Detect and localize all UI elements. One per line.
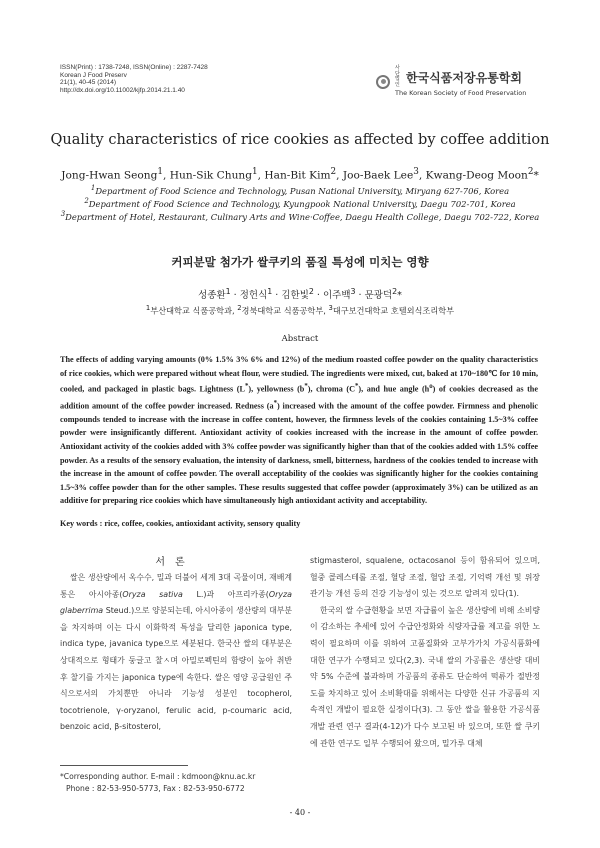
korean-affiliations	[0, 304, 600, 317]
issn-line: ISSN(Print) : 1738-7248, ISSN(Online) : 2287-7428	[60, 64, 208, 71]
affiliation-sup: 2	[84, 197, 89, 205]
author-sep: ,	[257, 169, 265, 182]
author-name: Hun-Sik Chung	[169, 169, 253, 182]
intro-text: 쌀은 생산량에서 옥수수, 밀과 더불어 세계 3대 곡물이며, 재배계통은 아시아종(	[60, 573, 292, 599]
author-name: Jong-Hwan Seong	[61, 169, 158, 182]
intro-right-column	[310, 553, 540, 752]
ko-author-name: 김한빛	[281, 290, 309, 302]
abstract-text: The effects of adding varying amounts (0% 1.5% 3% 6% and 12%) of the medium roasted coffee powder on the quality characteristics of rice cookies, which were prepared without wheat flour, were studied. The ingredients were mixed, cut, baked at 170~180℃ for 10 min, cooled, and packaged in plastic bags. Lightness (L	[60, 355, 538, 394]
ko-author-name: 문광덕	[364, 290, 393, 302]
abstract-sup: *	[244, 383, 249, 391]
author-sep: ,	[418, 169, 426, 182]
author-sep: ,	[163, 169, 170, 182]
abstract-text: ), and hue angle (h	[358, 384, 430, 394]
korean-author-list	[0, 287, 600, 301]
author-sup: 1	[157, 167, 164, 177]
ko-author-sup: 1	[267, 287, 273, 296]
ko-author-sup: 2	[392, 287, 398, 296]
intro-paragraph: 한국의 쌀 수급현황을 보면 자급률이 높은 생산량에 비해 소비량이 감소하는 추세에 있어 수급안정화와 식량자급률 제고를 위한 노력이 필요하며 이를 위하여 고품질화와 고부가가치 가공식품화에 대한 연구가 수행되고 있다(2,3). 국내 쌀의 가공률은 생산량 대비 약 5% 수준에 불과하며 가공품의 종류도 단순하여 떡류가 절반정도를 차지하고 있어 소비확대를 위해서는 다양한 신규 가공품의 지속적인 개발이 필요한 실정이다(3). 그 동안 쌀을 활용한 가공식품 개발 관련 연구 결과(4-12)가 다수 보고된 바 있으며, 또한 쌀 쿠키에 관한 연구도 일부 수행되어 왔으며, 밀가루 대체	[310, 605, 540, 748]
ko-affil-text: 대구보건대학교 호텔외식조리학부	[332, 305, 455, 316]
ko-author-name: 이주백	[322, 290, 351, 302]
abstract-text: ), chroma (C	[307, 384, 355, 394]
ko-affil-text: 부산대학교 식품공학과,	[150, 305, 238, 316]
ko-author-sep: ·	[313, 290, 323, 302]
keywords	[60, 519, 300, 528]
affiliation-text: Department of Food Science and Technology, Pusan National University, Miryang 627-706, Korea	[95, 185, 510, 196]
doi-link[interactable]: http://dx.doi.org/10.11002/kjfp.2014.21.1.40	[60, 86, 185, 94]
abstract-text: ), yellowness (b	[248, 384, 305, 394]
society-name-en: The Korean Society of Food Preservation	[395, 89, 527, 97]
journal-info	[60, 64, 208, 94]
keywords-label: Key words :	[60, 519, 105, 528]
affiliation-text: Department of Food Science and Technology, Kyungpook National University, Daegu 702-701, Korea	[88, 198, 516, 209]
intro-paragraph	[60, 570, 292, 736]
species-name: Oryza glaberrima	[60, 589, 292, 616]
corresponding-author	[60, 771, 255, 794]
intro-text: Steud.)으로 양분되는데, 아시아종이 생산량의 대부분을 차지하며 이는 다시 이화학적 특성을 달리한 japonica type, indica type, javanica type으로 세분된다. 한국산 쌀의 대부분은 상대적으로 형태가 둥글고 찰ㅅ며 아밀로펙틴의 함량이 높아 취반 후 찰기를 가지는 japonica type에 속한다. 쌀은 영양 공급원인 주식으로서의 가치뿐만 아니라 기능성 성분인 tocopherol, tocotrienole, γ-oryzanol, ferulic acid, p-coumaric acid, benzoic acid, β-sitosterol,	[60, 606, 292, 732]
society-name-ko: 한국식품저장유통학회	[406, 70, 522, 85]
paper-title: Quality characteristics of rice cookies as affected by coffee addition	[50, 132, 550, 148]
ko-author-sup: 3	[350, 287, 356, 296]
author-list	[0, 167, 600, 182]
author-sup: 1	[252, 167, 258, 177]
abstract-text: ) of cookies decreased as the addition amount of the coffee powder increased. Redness (a	[60, 384, 538, 411]
page-number: - 40 -	[289, 808, 311, 817]
ko-author-sep: ·	[272, 290, 282, 302]
abstract-heading: Abstract	[281, 334, 319, 344]
society-logo	[376, 66, 526, 97]
affiliation-3	[0, 210, 600, 222]
abstract-body	[60, 353, 538, 508]
ko-author-sep: *	[397, 290, 402, 302]
author-sup: 2	[330, 167, 337, 177]
journal-volume: 21(1), 40-45 (2014)	[60, 79, 117, 87]
affiliation-sup: 1	[90, 184, 96, 192]
author-name: Kwang-Deog Moon	[425, 169, 528, 182]
intro-text: L.)과 아프리카종(	[182, 589, 269, 599]
journal-name: Korean J Food Preserv	[60, 71, 127, 79]
corresponding-phone: Phone : 82-53-950-5773, Fax : 82-53-950-6772	[66, 783, 245, 793]
author-name: Han-Bit Kim	[264, 169, 331, 182]
author-sup: 3	[413, 167, 419, 177]
society-emblem-icon	[376, 75, 390, 89]
ko-affil-sup: 2	[237, 304, 242, 312]
intro-paragraph: stigmasterol, squalene, octacosanol 등이 함유되어 있으며, 혈중 콜레스테롤 조절, 혈당 조절, 혈압 조절, 기억력 개선 및 위장관기능 개선 등의 건강 기능성이 있는 것으로 알려져 있다(1).	[310, 556, 540, 599]
author-sep: ,	[336, 169, 343, 182]
author-name: Joo-Baek Lee	[342, 169, 414, 182]
abstract-sup: *	[304, 383, 308, 391]
author-sep: *	[533, 169, 539, 182]
corresponding-email: *Corresponding author. E-mail : kdmoon@knu.ac.kr	[60, 772, 256, 781]
society-prefix: 사단법인	[395, 65, 400, 88]
ko-author-sup: 1	[225, 287, 231, 296]
abstract-sup: *	[273, 399, 277, 407]
ko-author-name: 성종환	[198, 290, 226, 302]
ko-author-sup: 2	[308, 287, 314, 296]
footnote-divider	[60, 765, 188, 766]
affiliation-sup: 3	[60, 210, 66, 218]
ko-author-name: 정헌식	[239, 290, 268, 302]
keywords-text: rice, coffee, cookies, antioxidant activity, sensory quality	[104, 519, 301, 528]
abstract-sup: o	[429, 383, 433, 391]
abstract-sup: *	[354, 383, 359, 391]
species-name: Oryza sativa	[122, 589, 183, 599]
abstract-text: ) increased with the amount of the coffee powder. Firmness and phenolic compounds tended to increase with the increase in coffee content, however, the firmness levels of the cookies containing 1.5~3% coffee powder were insignificantly different. Antioxidant activity of cookies increased with the increase in the amount of coffee powder. Antioxidant activity of the cookies added with 3% coffee powder was significantly higher than that of the cookies added with 1.5% coffee powder. As a results of the sensory evaluation, the intensity of darkness, smell, bitterness, hardness of the cookies tended to increase with the increase in the amount of coffee powder. The overall acceptability of the cookies was significantly higher for the cookies containing 1.5~3% coffee powder than for the other samples. These results suggested that coffee powder (approximately 3%) can be utilized as an additive for preparing rice cookies which have simultaneously high antioxidant activity and acceptability.	[60, 401, 539, 506]
affiliation-text: Department of Hotel, Restaurant, Culinary Arts and Wine·Coffee, Daegu Health College, Daegu 702-722, Korea	[65, 211, 540, 222]
ko-affil-sup: 1	[145, 304, 151, 312]
ko-affil-sup: 3	[328, 304, 333, 312]
author-sup: 2	[527, 167, 534, 177]
affiliation-2	[0, 197, 600, 209]
ko-author-sep: ·	[230, 290, 240, 302]
ko-author-sep: ·	[355, 290, 365, 302]
intro-left-column	[60, 570, 292, 736]
affiliation-1	[0, 184, 600, 196]
ko-affil-text: 경북대학교 식품공학부,	[241, 305, 329, 316]
korean-title: 커피분말 첨가가 쌀쿠키의 품질 특성에 미치는 영향	[171, 255, 429, 269]
section-heading-intro: 서론	[155, 557, 195, 568]
